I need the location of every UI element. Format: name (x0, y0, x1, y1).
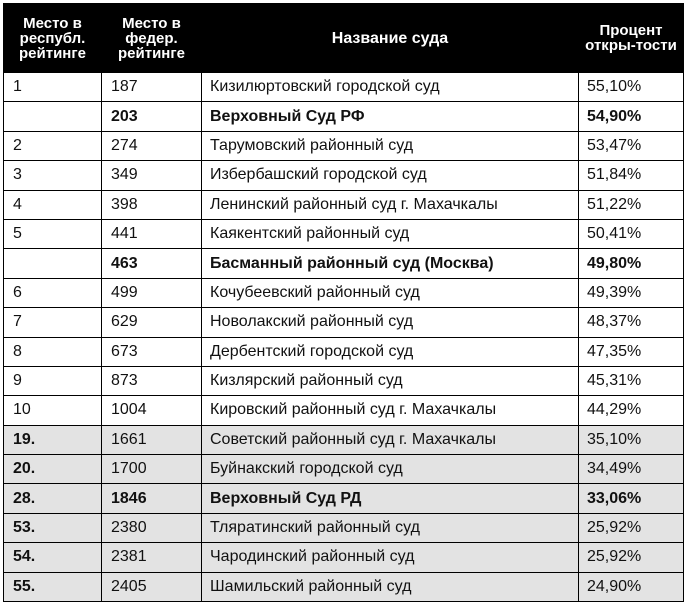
court-name-cell: Дербентский городской суд (202, 337, 579, 366)
court-name-cell: Избербашский городской суд (202, 161, 579, 190)
table-row (4, 366, 684, 395)
court-name-cell: Верховный Суд РД (202, 484, 579, 513)
header-court-name: Название суда (202, 4, 579, 73)
table-row (4, 102, 684, 131)
rank-federal-cell: 398 (102, 190, 202, 219)
court-name-cell: Советский районный суд г. Махачкалы (202, 425, 579, 454)
rank-federal-cell: 463 (102, 249, 202, 278)
court-name-cell: Ленинский районный суд г. Махачкалы (202, 190, 579, 219)
court-name-cell: Тляратинский районный суд (202, 513, 579, 542)
rank-republic-cell: 8 (4, 337, 102, 366)
court-openness-table (3, 3, 684, 602)
rank-federal-cell: 349 (102, 161, 202, 190)
header-rank-republic: Место в республ. рейтинге (4, 4, 102, 73)
rank-republic-cell: 5 (4, 219, 102, 248)
table-row (4, 219, 684, 248)
openness-percent-cell: 25,92% (579, 513, 684, 542)
openness-percent-cell: 51,22% (579, 190, 684, 219)
rank-republic-cell: 1 (4, 73, 102, 102)
rank-republic-cell: 19. (4, 425, 102, 454)
table-row (4, 513, 684, 542)
rank-republic-cell (4, 249, 102, 278)
rank-republic-cell: 28. (4, 484, 102, 513)
openness-percent-cell: 47,35% (579, 337, 684, 366)
rank-federal-cell: 2381 (102, 543, 202, 572)
openness-percent-cell: 53,47% (579, 131, 684, 160)
court-name-cell: Каякентский районный суд (202, 219, 579, 248)
rank-republic-cell: 4 (4, 190, 102, 219)
rank-republic-cell: 10 (4, 396, 102, 425)
table-header (4, 4, 684, 73)
court-name-cell: Верховный Суд РФ (202, 102, 579, 131)
rank-republic-cell (4, 102, 102, 131)
openness-percent-cell: 35,10% (579, 425, 684, 454)
header-rank-federal: Место в федер. рейтинге (102, 4, 202, 73)
rank-federal-cell: 2380 (102, 513, 202, 542)
table-row (4, 249, 684, 278)
table-row (4, 455, 684, 484)
openness-percent-cell: 50,41% (579, 219, 684, 248)
rank-federal-cell: 203 (102, 102, 202, 131)
table-row (4, 543, 684, 572)
rank-federal-cell: 441 (102, 219, 202, 248)
rank-republic-cell: 53. (4, 513, 102, 542)
rank-republic-cell: 6 (4, 278, 102, 307)
rank-federal-cell: 1700 (102, 455, 202, 484)
table-row (4, 161, 684, 190)
rank-federal-cell: 673 (102, 337, 202, 366)
table-row (4, 190, 684, 219)
header-row (4, 4, 684, 73)
openness-percent-cell: 34,49% (579, 455, 684, 484)
court-name-cell: Буйнакский городской суд (202, 455, 579, 484)
table-row (4, 484, 684, 513)
rank-republic-cell: 2 (4, 131, 102, 160)
table-body (4, 73, 684, 602)
openness-percent-cell: 45,31% (579, 366, 684, 395)
table-row (4, 337, 684, 366)
rank-republic-cell: 7 (4, 308, 102, 337)
court-name-cell: Басманный районный суд (Москва) (202, 249, 579, 278)
rank-federal-cell: 1661 (102, 425, 202, 454)
header-openness-percent: Процент откры-тости (579, 4, 684, 73)
table-row (4, 278, 684, 307)
court-name-cell: Новолакский районный суд (202, 308, 579, 337)
rank-republic-cell: 20. (4, 455, 102, 484)
court-name-cell: Кочубеевский районный суд (202, 278, 579, 307)
table-row (4, 572, 684, 601)
rank-federal-cell: 1846 (102, 484, 202, 513)
openness-percent-cell: 55,10% (579, 73, 684, 102)
table-row (4, 308, 684, 337)
court-name-cell: Чародинский районный суд (202, 543, 579, 572)
openness-percent-cell: 44,29% (579, 396, 684, 425)
openness-percent-cell: 33,06% (579, 484, 684, 513)
openness-percent-cell: 51,84% (579, 161, 684, 190)
rank-republic-cell: 55. (4, 572, 102, 601)
rank-federal-cell: 873 (102, 366, 202, 395)
table-row (4, 131, 684, 160)
court-name-cell: Кизлярский районный суд (202, 366, 579, 395)
table-row (4, 73, 684, 102)
openness-percent-cell: 54,90% (579, 102, 684, 131)
court-name-cell: Кизилюртовский городской суд (202, 73, 579, 102)
court-name-cell: Кировский районный суд г. Махачкалы (202, 396, 579, 425)
rank-federal-cell: 629 (102, 308, 202, 337)
openness-percent-cell: 24,90% (579, 572, 684, 601)
openness-percent-cell: 49,39% (579, 278, 684, 307)
rank-republic-cell: 54. (4, 543, 102, 572)
rank-federal-cell: 274 (102, 131, 202, 160)
openness-percent-cell: 48,37% (579, 308, 684, 337)
openness-percent-cell: 49,80% (579, 249, 684, 278)
rank-republic-cell: 9 (4, 366, 102, 395)
court-name-cell: Шамильский районный суд (202, 572, 579, 601)
rank-federal-cell: 2405 (102, 572, 202, 601)
rank-federal-cell: 1004 (102, 396, 202, 425)
table-row (4, 425, 684, 454)
table-row (4, 396, 684, 425)
court-name-cell: Тарумовский районный суд (202, 131, 579, 160)
openness-percent-cell: 25,92% (579, 543, 684, 572)
rank-federal-cell: 187 (102, 73, 202, 102)
rank-republic-cell: 3 (4, 161, 102, 190)
rank-federal-cell: 499 (102, 278, 202, 307)
